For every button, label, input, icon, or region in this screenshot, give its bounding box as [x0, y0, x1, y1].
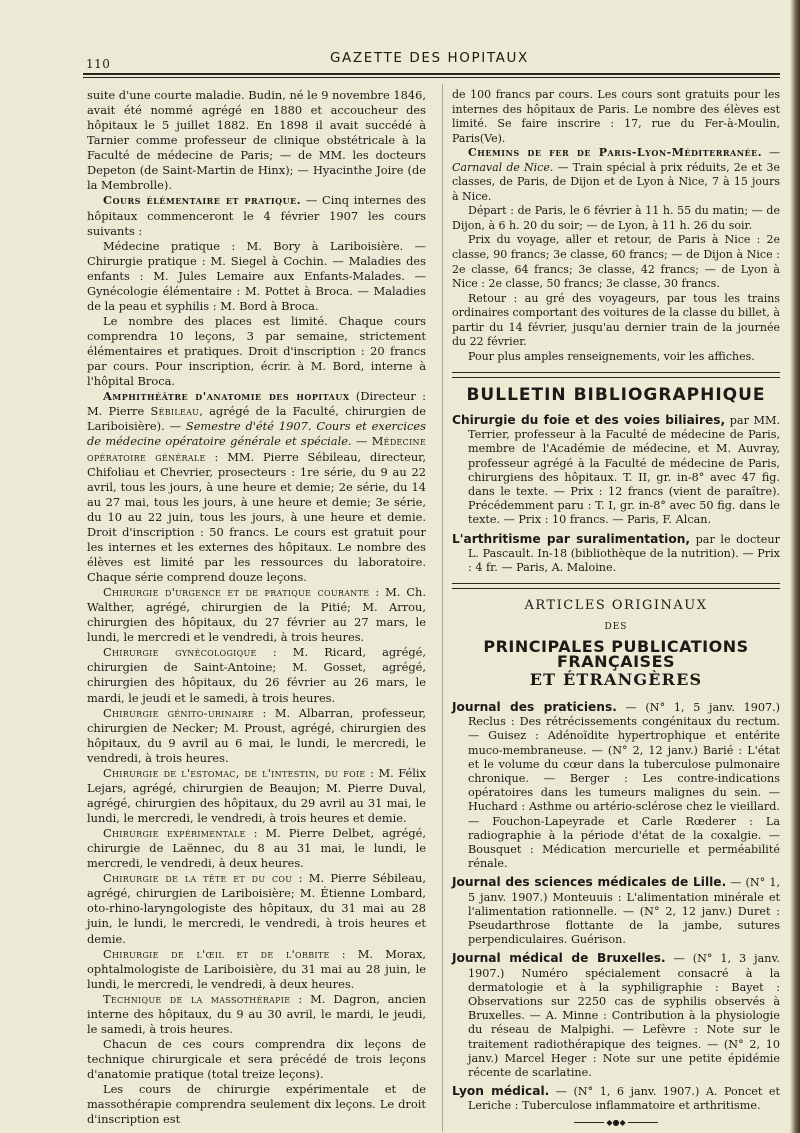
journal-entry: Journal des sciences médicales de Lille. — (N° 1, 5 janv. 1907.) Monteuuis : L'alimentation minérale et l'alimentation rationnelle. — (N° 2, 12 janv.) Duret : Pseudarthrose flottante de la jambe, sutures perpendiculaires. Guérison.	[452, 875, 780, 947]
bib-entry: Chirurgie du foie et des voies biliaires, par MM. Terrier, professeur à la Faculté de médecine de Paris, membre de l'Académie de médecine, et M. Auvray, professeur agrégé à la Faculté de médecine de Paris, chirurgiens des hôpitaux. T. II, gr. in-8° avec 47 fig. dans le texte. — Prix : 12 francs (vient de paraître). Précédemment paru : T. I, gr. in-8° avec 50 fig. dans le texte. — Prix : 10 francs. — Paris, F. Alcan.	[452, 412, 781, 527]
cours-info-paragraph: Le nombre des places est limité. Chaque cours comprendra 10 leçons, 3 par semaine, strictement élémentaires et pratiques. Droit d'inscription : 20 francs par cours. Pour inscription, écrir. à M. Bord, interne à l'hôpital Broca.	[87, 313, 426, 389]
journal-title: GAZETTE DES HOPITAUX	[330, 50, 529, 66]
page-number: 110	[86, 57, 111, 71]
plm-paragraph: Chemins de fer de Paris-Lyon-Méditerranée. — Carnaval de Nice. — Train spécial à prix réduits, 2e et 3e classes, de Paris, de Dijon et de Lyon à Nice, 7 à 15 jours à Nice.	[452, 146, 781, 203]
articles-subtitle-etrangeres: ET ÉTRANGÈRES	[529, 670, 703, 690]
inscription-continued-paragraph: de 100 francs par cours. Les cours sont gratuits pour les internes des hôpitaux de Paris. Le nombre des élèves est limité. Se faire inscrire : 17, rue du Fer-à-Moulin, Paris(Ve).	[452, 88, 780, 145]
course-experimentale: Chirurgie expérimentale : M. Pierre Delbet, agrégé, chirurgie de Laënnec, du 8 au 31 mai, le lundi, le mercredi, le vendredi, à deux heures.	[87, 826, 426, 871]
journal-entry: Journal médical de Bruxelles. — (N° 1, 3 janv. 1907.) Numéro spécialement consacré à la dermatologie et à la syphiligraphie : Bayet : Observations sur 2250 cas de syphilis observés à Bruxelles. — A. Minne : Contribution à la physiologie du réseau de Malpighi. — Lefèvre : Note sur le traitement radiothérapique des teignes. — (N° 2, 10 janv.) Marcel Heger : Note sur une petite épidémie récente de scarlatine.	[452, 951, 780, 1079]
course-genito-urinaire: Chirurgie génito-urinaire : M. Albarran, professeur, chirurgien de Necker; M. Proust, agrégé, chirurgien des hôpitaux, du 9 avril au 6 mai, le lundi, le mercredi, le vendredi, à trois heures.	[87, 705, 427, 765]
bulletin-title: BULLETIN BIBLIOGRAPHIQUE	[466, 385, 766, 406]
course-gynecologique: Chirurgie gynécologique : M. Ricard, agrégé, chirurgien de Saint-Antoine; M. Gosset, agrégé, chirurgien des hôpitaux, du 26 février au 26 mars, le mardi, le jeudi et le samedi, à trois heures.	[87, 645, 426, 705]
course-massotherapie: Technique de la massothérapie : M. Dagron, ancien interne des hôpitaux, du 9 au 30 avril, le mardi, le jeudi, le samedi, à trois heures.	[87, 991, 426, 1036]
page-edge-shadow	[790, 0, 800, 1133]
departure-paragraph: Départ : de Paris, le 6 février à 11 h. 55 du matin; — de Dijon, à 6 h. 20 du soir; — de Lyon, à 11 h. 26 du soir.	[452, 204, 780, 232]
journal-entry: Journal des praticiens. — (N° 1, 5 janv. 1907.) Reclus : Des rétrécissements congénitaux du rectum. — Guisez : Adénoïdite hypertrophique et entérite muco-membraneuse. — (N° 2, 12 janv.) Barié : L'état et le volume du cœur dans la tuberculose pulmonaire chronique. — Berger : Les contre-indications opératoires dans les tumeurs malignes du sein. — Huchard : Asthme ou artério-sclérose chez le vieillard. — Fouchon-Lapeyrade et Carle Rœderer : La radiographie à la période d'état de la coxalgie. — Bousquet : Médication mercurielle et perméabilité rénale.	[452, 699, 780, 871]
return-paragraph: Retour : au gré des voyageurs, par tous les trains ordinaires comportant des voitures de la classe du billet, à partir du 14 février, jusqu'au dernier train de la journée du 22 février.	[452, 291, 780, 349]
articles-title: ARTICLES ORIGINAUX	[524, 598, 708, 614]
amphitheatre-paragraph: Amphithéâtre d'anatomie des hopitaux (Directeur : M. Pierre Sébileau, agrégé de la Faculté, chirurgien de Lariboisière). — Semestre d'été 1907. Cours et exercices de médecine opératoire générale et spéciale. — Médecine opératoire générale : MM. Pierre Sébileau, directeur, Chifoliau et Chevrier, prosecteurs : 1re série, du 9 au 22 avril, tous les jours, à une heure et demie; 2e série, du 14 au 27 mai, tous les jours, à une heure et demie; 3e série, du 10 au 22 juin, tous les jours, à une heure et demie. Droit d'inscription : 50 francs. Le cours est gratuit pour les internes et les externes des hôpitaux. Le nombre des élèves est limité par les ressources du laboratoire. Chaque série comprend douze leçons.	[87, 389, 426, 584]
section-heading: Cours élémentaire et pratique.	[103, 193, 302, 208]
section-separator	[452, 583, 780, 589]
cours-elementaire-paragraph: Cours élémentaire et pratique. — Cinq internes des hôpitaux commenceront le 4 février 1907 les cours suivants :	[87, 193, 426, 238]
section-heading: Amphithéâtre d'anatomie des hopitaux	[103, 389, 350, 404]
journal-entry: Lyon médical. — (N° 1, 6 janv. 1907.) A. Poncet et Leriche : Tuberculose inflammatoire et arthritisme.	[452, 1084, 780, 1113]
course-oeil-orbite: Chirurgie de l'œil et de l'orbite : M. Morax, ophtalmologiste de Lariboisière, du 31 mai au 28 juin, le lundi, le mercredi, le vendredi, à deux heures.	[87, 946, 426, 991]
courses-lecons-paragraph: Chacun de ces cours comprendra dix leçons de technique chirurgicale et sera précédé de trois leçons d'anatomie pratique (total treize leçons).	[87, 1036, 426, 1082]
section-heading: Chemins de fer de Paris-Lyon-Méditerranée.	[468, 146, 763, 160]
header-rule-thin	[83, 77, 780, 78]
obituary-paragraph: suite d'une courte maladie. Budin, né le 9 novembre 1846, avait été nommé agrégé en 1880 et accoucheur des hôpitaux le 5 juillet 1882. En 1898 il avait succédé à Tarnier comme professeur de clinique obstétricale à la Faculté de médecine de Paris; — de MM. les docteurs Depeton (de Saint-Martin de Hinx); — Hyacinthe Joire (de la Membrolle).	[87, 88, 426, 193]
section-separator	[452, 372, 780, 378]
bib-entry: L'arthritisme par suralimentation, par le docteur L. Pascault. In-18 (bibliothèque de la nutrition). — Prix : 4 fr. — Paris, A. Maloine.	[452, 531, 780, 574]
info-paragraph: Pour plus amples renseignements, voir les affiches.	[468, 349, 755, 363]
course-tete-cou: Chirurgie de la tête et du cou : M. Pierre Sébileau, agrégé, chirurgien de Lariboisière; M. Étienne Lombard, oto-rhino-laryngologiste des hôpitaux, du 31 mai au 28 juin, le lundi, le mercredi, le vendredi, à trois heures et demie.	[87, 871, 426, 946]
course-estomac: Chirurgie de l'estomac, de l'intestin, du foie : M. Félix Lejars, agrégé, chirurgien de Beaujon; M. Pierre Duval, agrégé, chirurgien des hôpitaux, du 29 avril au 31 mai, le lundi, le mercredi, le vendredi, à trois heures et demie.	[87, 765, 426, 825]
price-paragraph: Prix du voyage, aller et retour, de Paris à Nice : 2e classe, 90 francs; 3e classe, 60 francs; — de Dijon à Nice : 2e classe, 64 francs; 3e classe, 42 francs; — de Lyon à Nice : 2e classe, 50 francs; 3e classe, 30 francs.	[452, 233, 780, 291]
courses-inscription-paragraph: Les cours de chirurgie expérimentale et de massothérapie comprendra seulement dix leçons. Le droit d'inscription est	[87, 1082, 426, 1127]
articles-subtitle-des: DES	[604, 621, 628, 632]
articles-subtitle-publications: PRINCIPALES PUBLICATIONS FRANÇAISES	[483, 637, 749, 671]
right-column	[452, 88, 780, 1128]
header-rule-thick	[83, 73, 780, 75]
cours-list-paragraph: Médecine pratique : M. Bory à Lariboisière. — Chirurgie pratique : M. Siegel à Cochin. — Maladies des enfants : M. Jules Lemaire aux Enfants-Malades. — Gynécologie élémentaire : M. Pottet à Broca. — Maladies de la peau et syphilis : M. Bord à Broca.	[87, 238, 426, 313]
left-column	[87, 88, 426, 1127]
end-ornament: ◆●◆	[571, 1118, 661, 1128]
course-urgence: Chirurgie d'urgence et de pratique courante : M. Ch. Walther, agrégé, chirurgien de la Pitié; M. Arrou, chirurgien des hôpitaux, du 27 février au 27 mars, le lundi, le mercredi et le vendredi, à trois heures.	[87, 585, 427, 645]
column-divider	[442, 84, 443, 1132]
